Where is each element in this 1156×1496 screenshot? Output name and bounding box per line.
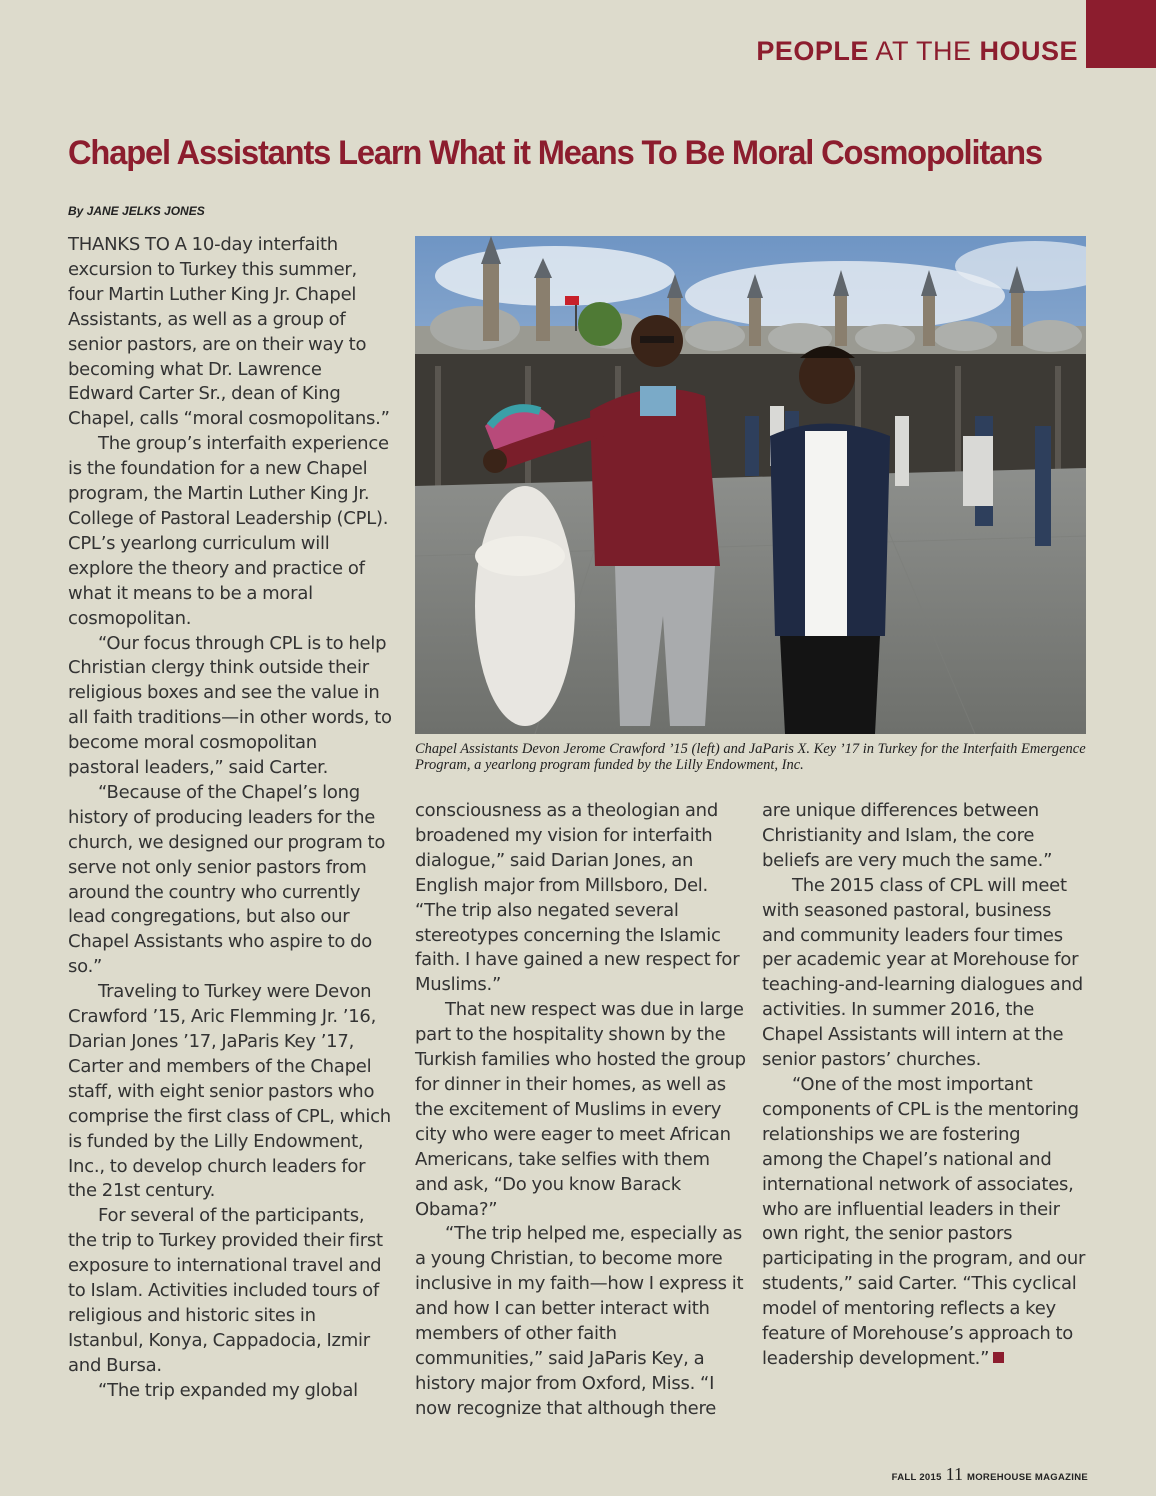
photo-caption: Chapel Assistants Devon Jerome Crawford ’15 (left) and JaParis X. Key ’17 in Turkey for the Interfaith Emergence Program, a yearlong program funded by the Lilly Endowment, Inc. xyxy=(415,741,1086,773)
article-column-1 xyxy=(68,233,392,1404)
col3-paragraph-3-text: “One of the most important components of CPL is the mentoring relationships we are fostering among the Chapel’s national and international network of associates, who are influential leaders in their own right, the senior pastors participating in the program, and our students,” said Carter. “This cyclical model of mentoring reflects a key feature of Morehouse’s approach to leadership development.” xyxy=(762,1073,1086,1369)
col3-paragraph-1: are unique differences between Christianity and Islam, the core beliefs are very much the same.” xyxy=(762,800,1053,871)
col2-paragraph-3: “The trip helped me, especially as a young Christian, to become more inclusive in my faith—how I express it and how I can better interact with members of other faith communities,” said JaParis Key, a history major from Oxford, Miss. “I now recognize that although there xyxy=(415,1223,744,1419)
footer-issue: FALL 2015 xyxy=(891,1472,942,1483)
article-headline: Chapel Assistants Learn What it Means To Be Moral Cosmopolitans xyxy=(68,134,1042,172)
col2-paragraph-1: consciousness as a theologian and broadened my vision for interfaith dialogue,” said Darian Jones, an English major from Millsboro, Del. “The trip also negated several stereotypes concerning the Islamic faith. I have gained a new respect for Muslims.” xyxy=(415,800,740,996)
section-label-house: HOUSE xyxy=(979,36,1078,66)
col1-paragraph-2: The group’s interfaith experience is the foundation for a new Chapel program, the Martin Luther King Jr. College of Pastoral Leadership (CPL). CPL’s yearlong curriculum will explore the theory and practice of what it means to be a moral cosmopolitan. xyxy=(68,433,389,629)
col1-paragraph-5: Traveling to Turkey were Devon Crawford ’15, Aric Flemming Jr. ’16, Darian Jones ’17, JaParis Key ’17, Carter and members of the Chapel staff, with eight senior pastors who comprise the first class of CPL, which is funded by the Lilly Endowment, Inc., to develop church leaders for the 21st century. xyxy=(68,981,391,1202)
col3-paragraph-3 xyxy=(762,1073,1086,1372)
section-label-at-the: AT THE xyxy=(868,36,980,66)
col1-paragraph-6: For several of the participants, the trip to Turkey provided their first exposure to international travel and to Islam. Activities included tours of religious and historic sites in Istanbul, Konya, Cappadocia, Izmir and Bursa. xyxy=(68,1205,383,1376)
section-label-people: PEOPLE xyxy=(756,36,869,66)
footer-page-number: 11 xyxy=(945,1464,963,1484)
article-byline: By JANE JELKS JONES xyxy=(68,204,205,218)
article-column-2 xyxy=(415,799,747,1422)
col1-paragraph-4: “Because of the Chapel’s long history of producing leaders for the church, we designed our program to serve not only senior pastors from around the country who currently lead congregations, but also our Chapel Assistants who aspire to do so.” xyxy=(68,781,386,978)
col1-paragraph-3: “Our focus through CPL is to help Christian clergy think outside their religious boxes and see the value in all faith traditions—in other words, to become moral cosmopolitan pastoral leaders,” said Carter. xyxy=(68,632,392,779)
corner-color-block xyxy=(1086,0,1156,68)
col2-paragraph-2: That new respect was due in large part to the hospitality shown by the Turkish families who hosted the group for dinner in their homes, as well as the excitement of Muslims in every city who were eager to meet African Americans, take selfies with them and ask, “Do you know Barack Obama?” xyxy=(415,999,746,1220)
section-label xyxy=(756,36,1078,67)
col1-paragraph-7: “The trip expanded my global xyxy=(98,1379,358,1401)
col1-paragraph-1: THANKS TO A 10-day interfaith excursion to Turkey this summer, four Martin Luther King Jr. Chapel Assistants, as well as a group of senior pastors, are on their way to becoming what Dr. Lawrence Edward Carter Sr., dean of King Chapel, calls “moral cosmopolitans.” xyxy=(68,234,390,430)
end-of-article-icon xyxy=(993,1352,1004,1363)
page-footer xyxy=(892,1464,1088,1485)
article-column-3 xyxy=(762,799,1086,1372)
footer-magazine-name: MOREHOUSE MAGAZINE xyxy=(967,1472,1088,1483)
courtyard-photo xyxy=(415,236,1086,734)
col3-paragraph-2: The 2015 class of CPL will meet with seasoned pastoral, business and community leaders four times per academic year at Morehouse for teaching-and-learning dialogues and activities. In summer 2016, the Chapel Assistants will intern at the senior pastors’ churches. xyxy=(762,874,1083,1071)
